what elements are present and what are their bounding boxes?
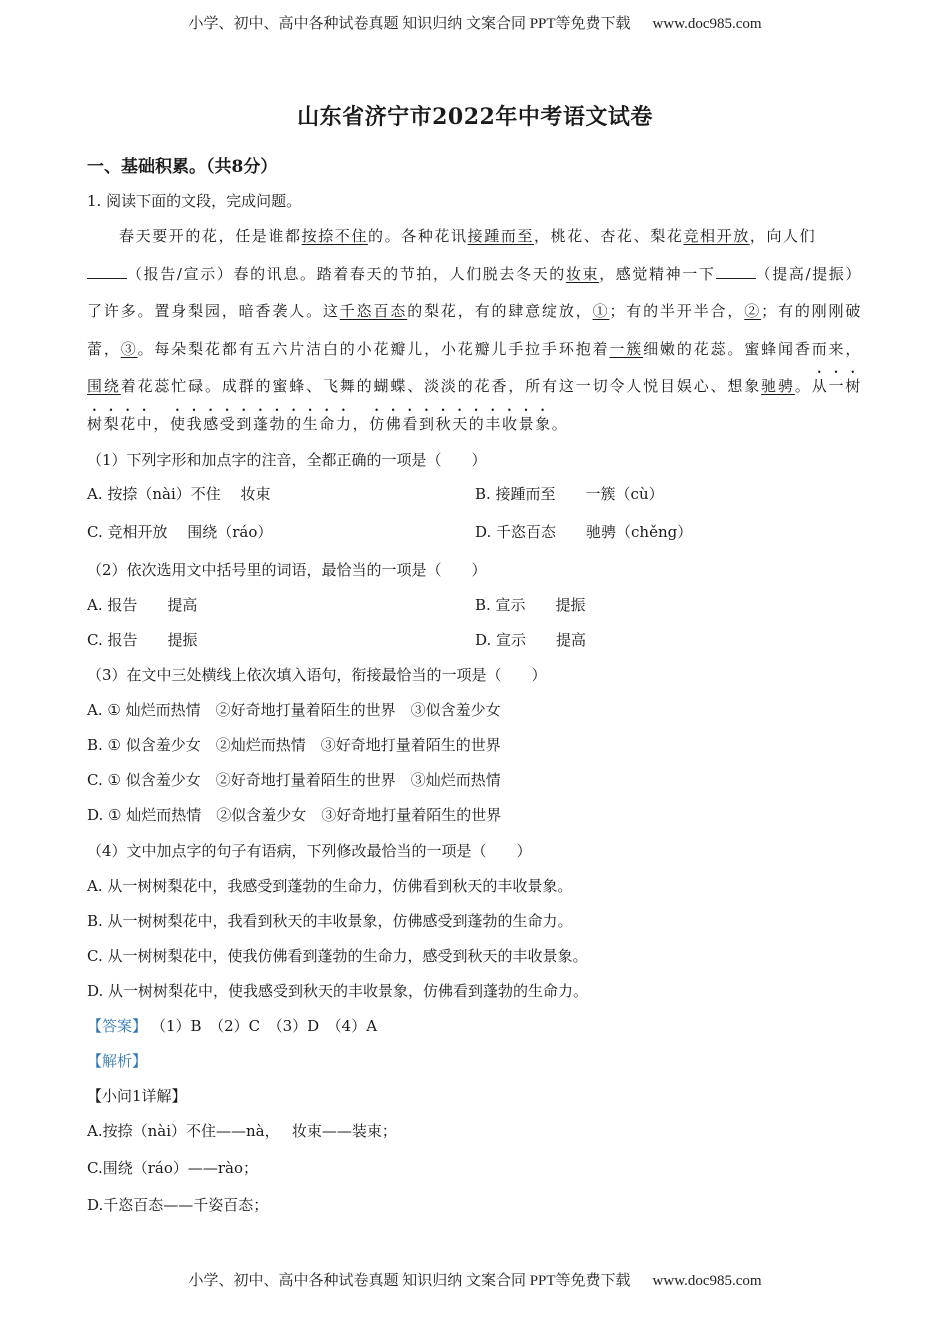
underlined-word: 接踵而至 — [467, 227, 535, 245]
option-2b[interactable]: B. 宣示 提振 — [475, 596, 586, 614]
option-1c[interactable]: C. 竞相开放 围绕（ráo） — [87, 523, 273, 541]
option-3c[interactable]: C. ① 似含羞少女 ②好奇地打量着陌生的世界 ③灿烂而热情 — [87, 771, 501, 789]
option-1b[interactable]: B. 接踵而至 一簇（cù） — [475, 485, 664, 503]
reading-passage: 春天要开的花，任是谁都按捺不住的。各种花讯接踵而至，桃花、杏花、梨花竞相开放，向人们 （报告/宣示）春的讯息。踏着春天的节拍，人们脱去冬天的妆束，感觉精神一下 （提高/提振）了许多。置身梨园，暗香袭人。这千恣百态的梨花，有的肆意绽放，①；有的半开半合，②；有的刚刚破蕾，③。每朵梨花都有五六片洁白的小花瓣儿，小花瓣儿手拉手环抱着一簇细嫩的花蕊。蜜蜂闻香而来，围绕着花蕊忙碌。成群的蜜蜂、飞舞的蝴蝶、淡淡的花香，所有这一切令人悦目娱心、想象驰骋。从一树树梨花中，使我感受到蓬勃的生命力，仿佛看到秋天的丰收景象。 — [87, 227, 863, 433]
page-footer — [0, 1269, 950, 1290]
option-2a[interactable]: A. 报告 提高 — [87, 596, 198, 614]
fill-blank-2 — [716, 264, 756, 279]
analysis-line: D.千恣百态——千姿百态； — [87, 1196, 269, 1214]
question-1-prompt: 1. 阅读下面的文段，完成问题。 — [87, 192, 302, 210]
page-header — [0, 12, 950, 33]
option-4a[interactable]: A. 从一树树梨花中，我感受到蓬勃的生命力，仿佛看到秋天的丰收景象。 — [87, 877, 573, 895]
underlined-word: 千恣百态 — [339, 302, 408, 320]
analysis-tag: 【解析】 — [87, 1052, 148, 1070]
dotted-sentence: 从一树树梨花中，使我感受到蓬勃的生命力，仿佛看到秋天的丰收景象。 — [87, 377, 863, 433]
option-3a[interactable]: A. ① 灿烂而热情 ②好奇地打量着陌生的世界 ③似含羞少女 — [87, 701, 501, 719]
blank-marker-1: ① — [592, 302, 610, 320]
option-4b[interactable]: B. 从一树树梨花中，我看到秋天的丰收景象，仿佛感受到蓬勃的生命力。 — [87, 912, 573, 930]
answer-tag: 【答案】 — [87, 1017, 148, 1035]
page-title: 山东省济宁市2022年中考语文试卷 — [297, 104, 653, 130]
underlined-word: 驰骋 — [761, 377, 795, 395]
blank-marker-2: ② — [744, 302, 762, 320]
sub-question-4-prompt: （4）文中加点字的句子有语病，下列修改最恰当的一项是（ ） — [87, 842, 532, 860]
sub-question-2-prompt: （2）依次选用文中括号里的词语，最恰当的一项是（ ） — [87, 561, 487, 579]
underlined-word: 围绕 — [87, 377, 121, 395]
sub-question-1-prompt: （1）下列字形和加点字的注音，全都正确的一项是（ ） — [87, 451, 487, 469]
header-text: 小学、初中、高中各种试卷真题 知识归纳 文案合同 PPT等免费下载 — [188, 16, 631, 32]
answer-text: （1）B （2）C （3）D （4）A — [151, 1017, 378, 1035]
option-4c[interactable]: C. 从一树树梨花中，使我仿佛看到蓬勃的生命力，感受到秋天的丰收景象。 — [87, 947, 588, 965]
analysis-line: C.围绕（ráo）——rào； — [87, 1159, 258, 1177]
underlined-word: 妆束 — [565, 264, 600, 283]
underlined-word: 竞相开放 — [683, 227, 750, 245]
sub-question-3-prompt: （3）在文中三处横线上依次填入语句，衔接最恰当的一项是（ ） — [87, 666, 547, 684]
sub-analysis-heading: 【小问1详解】 — [87, 1087, 187, 1105]
option-3d[interactable]: D. ① 灿烂而热情 ②似含羞少女 ③好奇地打量着陌生的世界 — [87, 806, 502, 824]
blank-marker-3: ③ — [120, 339, 138, 358]
underlined-word: 一簇 — [609, 339, 644, 358]
footer-url[interactable]: www.doc985.com — [652, 1273, 762, 1289]
section-heading: 一、基础积累。（共8分） — [87, 157, 278, 177]
fill-blank-1 — [87, 264, 127, 279]
header-url[interactable]: www.doc985.com — [652, 16, 762, 32]
option-1d[interactable]: D. 千恣百态 驰骋（chěng） — [475, 523, 693, 541]
option-2d[interactable]: D. 宣示 提高 — [475, 631, 587, 649]
option-4d[interactable]: D. 从一树树梨花中，使我感受到秋天的丰收景象，仿佛看到蓬勃的生命力。 — [87, 982, 589, 1000]
option-2c[interactable]: C. 报告 提振 — [87, 631, 198, 649]
analysis-line: A.按捺（nài）不住——nà， 妆束——装束； — [87, 1122, 397, 1140]
footer-text: 小学、初中、高中各种试卷真题 知识归纳 文案合同 PPT等免费下载 — [188, 1273, 631, 1289]
option-1a[interactable]: A. 按捺（nài）不住 妆束 — [87, 485, 271, 503]
underlined-word: 按捺不住 — [301, 227, 369, 245]
option-3b[interactable]: B. ① 似含羞少女 ②灿烂而热情 ③好奇地打量着陌生的世界 — [87, 736, 501, 754]
answer-line — [87, 1015, 377, 1036]
